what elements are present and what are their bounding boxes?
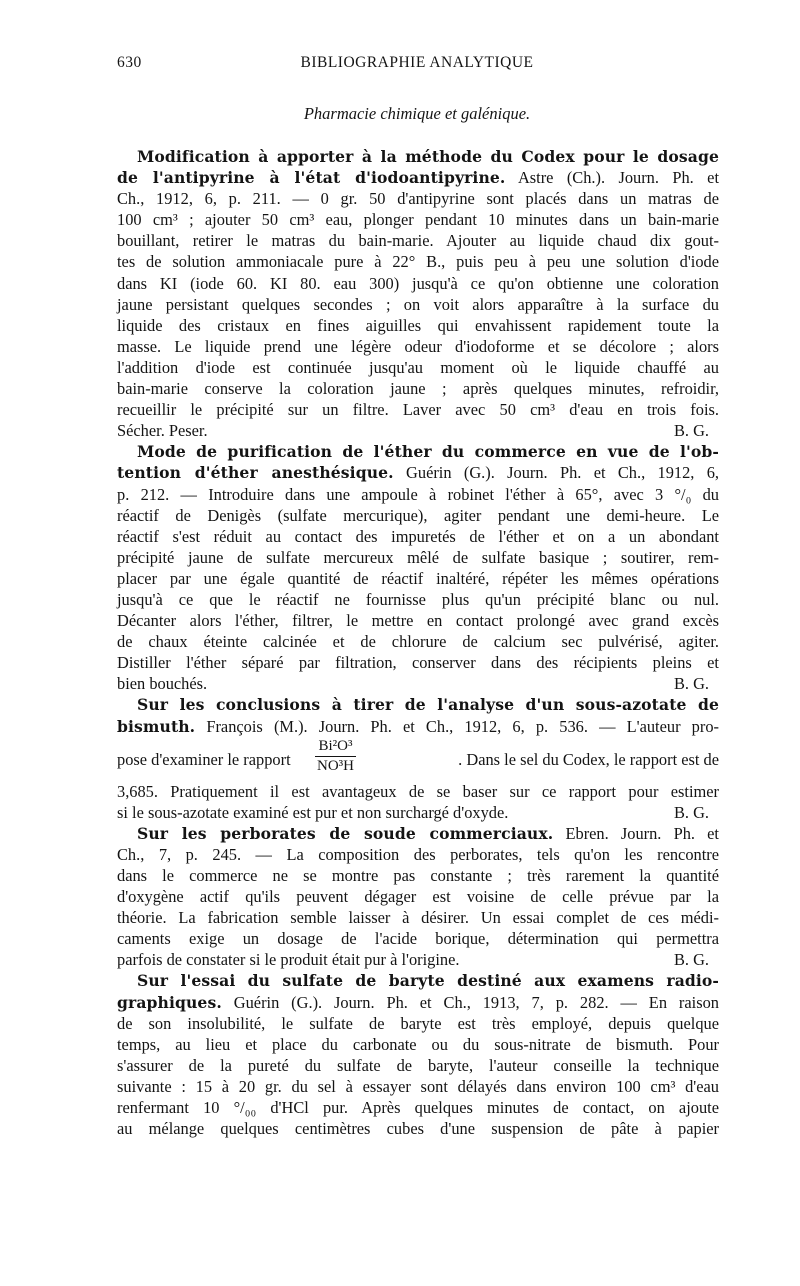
text-line: s'assurer de la pureté du sulfate de baryte, l'auteur conseille la technique (117, 1055, 719, 1075)
ratio-fraction (315, 737, 356, 776)
entry-title: graphiques. (117, 992, 222, 1012)
text-line: précipité jaune de sulfate mercureux mêlé de sulfate basique ; soutirer, rem- (117, 547, 719, 567)
text-line: de chaux éteinte calcinée et de chlorure de calcium sec pulvérisé, agiter. (117, 632, 719, 652)
text-line: temps, au lieu et place du carbonate ou du sous-nitrate de bismuth. Pour (117, 1034, 719, 1054)
text-line: si le sous-azotate examiné est pur et non surchargé d'oxyde. (117, 802, 509, 822)
text-line: bain-marie conserve la coloration jaune ; après quelques minutes, refroidir, (117, 379, 719, 399)
text-line: au mélange quelques centimètres cubes d'une suspension de pâte à papier (117, 1119, 719, 1139)
author-initials: B. G. (673, 802, 709, 822)
text-line: Ch., 1912, 6, p. 211. — 0 gr. 50 d'antipyrine sont placés dans un matras de (117, 189, 719, 209)
fraction-numerator: Bi²O³ (315, 737, 356, 757)
entry-title: Mode de purification de l'éther du commerce en vue de l'ob- (137, 442, 719, 462)
bibliography-entry (117, 146, 719, 441)
entry-citation: Ebren. Journ. Ph. et (565, 823, 719, 843)
text-line: caments exige un dosage de l'acide borique, détermination qui permettra (117, 929, 719, 949)
text-line: d'oxygène actif qu'ils peuvent dégager est voisine de celle prévue par la (117, 887, 719, 907)
text-line: Ch., 7, p. 245. — La composition des perborates, tels qu'on les rencontre (117, 844, 719, 864)
author-initials: B. G. (673, 674, 709, 694)
section-title: Pharmacie chimique et galénique. (303, 104, 531, 123)
text-line: recueillir le précipité sur un filtre. Laver avec 50 cm³ d'eau en trois fois. (117, 400, 719, 420)
page-number: 630 (117, 54, 142, 71)
text-line: liquide des cristaux en fines aiguilles qui envahissent rapidement toute la (117, 315, 719, 335)
text-line: renfermant 10 °/₀₀ d'HCl pur. Après quelques minutes de contact, on ajoute (117, 1098, 719, 1118)
text-line: suivante : 15 à 20 gr. du sel à essayer sont délayés dans environ 100 cm³ d'eau (117, 1076, 719, 1096)
entry-citation: Guérin (G.). Journ. Ph. et Ch., 1913, 7, p. 282. — En raison (233, 992, 719, 1012)
entry-title: de l'antipyrine à l'état d'iodoantipyrine. (117, 168, 506, 188)
text-line: de son insolubilité, le sulfate de baryte est très employé, depuis quelque (117, 1013, 719, 1033)
text-line: l'addition d'iode est continuée jusqu'au moment où le liquide chauffé au (117, 357, 719, 377)
text-line: Décanter alors l'éther, filtrer, le mettre en contact prolongé avec grand excès (117, 611, 719, 631)
entry-title: Sur les conclusions à tirer de l'analyse d'un sous-azotate de (137, 695, 719, 715)
article-body (117, 146, 719, 1139)
text-line: Distiller l'éther séparé par filtration, conserver dans des récipients pleins et (117, 653, 719, 673)
text-line: jusqu'à ce que le réactif ne fournisse plus qu'un précipité blanc ou nul. (117, 589, 719, 609)
text-line: p. 212. — Introduire dans une ampoule à robinet l'éther à 65°, avec 3 °/₀ du (117, 484, 719, 504)
text-line: . Dans le sel du Codex, le rapport est de (458, 749, 719, 769)
entry-title: Sur les perborates de soude commerciaux. (137, 823, 554, 843)
text-line: bouillant, retirer le matras du bain-marie. Ajouter au liquide chaud dix gout- (117, 231, 719, 251)
text-line: jaune persistant quelques secondes ; on voit alors apparaître à la surface du (117, 294, 719, 314)
text-line: pose d'examiner le rapport (117, 749, 291, 769)
text-line: placer par une égale quantité de réactif inaltéré, répéter les mêmes opérations (117, 568, 719, 588)
entry-citation: Guérin (G.). Journ. Ph. et Ch., 1912, 6, (406, 463, 719, 483)
entry-title: Modification à apporter à la méthode du Codex pour le dosage (137, 147, 719, 166)
bibliography-entry (117, 823, 719, 971)
text-line: 100 cm³ ; ajouter 50 cm³ eau, plonger pendant 10 minutes dans un bain-marie (117, 210, 719, 230)
text-line: réactif de Denigès (sulfate mercurique), agiter pendant une demi-heure. Le (117, 505, 719, 525)
running-title: BIBLIOGRAPHIE ANALYTIQUE (300, 54, 534, 71)
text-line: réactif s'est réduit au contact des impuretés de l'éther et on a un abondant (117, 526, 719, 546)
text-line: bien bouchés. (117, 674, 208, 694)
fraction-denominator: NO³H (317, 757, 354, 774)
text-line: 3,685. Pratiquement il est avantageux de se baser sur ce rapport pour estimer (117, 781, 719, 801)
entry-title: bismuth. (117, 716, 196, 736)
text-line: théorie. La fabrication semble laisser à désirer. Un essai complet de ces médi- (117, 908, 719, 928)
entry-title: tention d'éther anesthésique. (117, 463, 394, 483)
text-line: parfois de constater si le produit était pur à l'origine. (117, 950, 460, 970)
bibliography-entry (117, 970, 719, 1139)
text-line: Sécher. Peser. (117, 421, 208, 441)
bibliography-entry (117, 694, 719, 822)
author-initials: B. G. (673, 950, 709, 970)
text-line: dans KI (iode 60. KI 80. eau 300) jusqu'à ce qu'on obtienne une coloration (117, 273, 719, 293)
entry-title: Sur l'essai du sulfate de baryte destiné aux examens radio- (137, 971, 719, 991)
text-line: tes de solution ammoniacale pure à 22° B., puis peu à peu une solution d'iode (117, 252, 719, 272)
author-initials: B. G. (673, 421, 709, 441)
entry-citation: François (M.). Journ. Ph. et Ch., 1912, 6, p. 536. — L'auteur pro- (206, 716, 719, 736)
text-line: masse. Le liquide prend une légère odeur d'iodoforme et se décolore ; alors (117, 336, 719, 356)
bibliography-entry (117, 441, 719, 694)
ratio-line (117, 737, 719, 781)
entry-citation: Astre (Ch.). Journ. Ph. et (517, 168, 719, 188)
text-line: dans le commerce ne se montre pas constante ; très rarement la quantité (117, 866, 719, 885)
